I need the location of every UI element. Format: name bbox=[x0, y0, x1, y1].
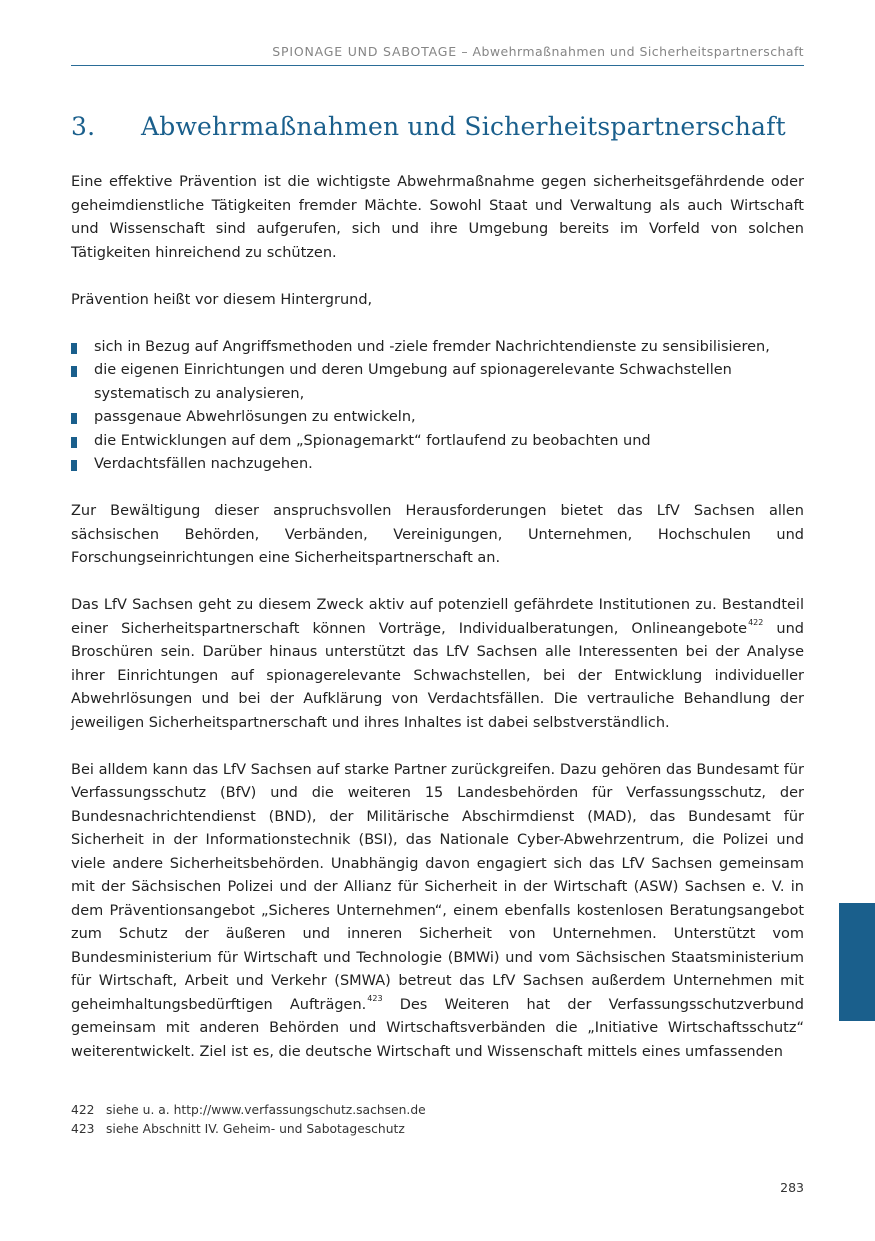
square-bullet-icon bbox=[71, 437, 77, 448]
list-item bbox=[71, 453, 804, 477]
square-bullet-icon bbox=[71, 343, 77, 354]
paragraph-partners bbox=[71, 759, 804, 1065]
list-item-text: die Entwicklungen auf dem „Spionagemarkt“ fortlaufend zu beobachten und bbox=[94, 432, 651, 449]
paragraph-intro: Eine effektive Prävention ist die wichtigste Abwehrmaßnahme gegen sicherheitsgefährdende oder geheimdienstliche Tätigkeiten fremder Mächte. Sowohl Staat und Verwaltung als auch Wirtschaft und Wissenschaft sind aufgerufen, sich und ihre Umgebung bereits im Vorfeld von solchen Tätigkeiten hinreichend zu schützen. bbox=[71, 174, 804, 261]
header-rule bbox=[71, 65, 804, 66]
list-intro: Prävention heißt vor diesem Hintergrund, bbox=[71, 291, 373, 308]
running-header bbox=[71, 44, 804, 59]
list-item-text: Verdachtsfällen nachzugehen. bbox=[94, 456, 313, 472]
footnote bbox=[71, 1120, 804, 1139]
paragraph-offerings-part1: Das LfV Sachsen geht zu diesem Zweck aktiv auf potenziell gefährdete Institutionen zu. Bestandteil einer Sicherheitspartnerschaft können Vorträge, Individualberatungen, Onlineangebote bbox=[71, 597, 804, 637]
footnote bbox=[71, 1101, 804, 1120]
paragraph-offerings-part2: und Broschüren sein. Darüber hinaus unterstützt das LfV Sachsen alle Interessenten bei der Analyse ihrer Einrichtungen auf spionagerelevante Schwachstellen, bei der Entwicklung individueller Abwehrlösungen und bei der Aufklärung von Verdachtsfällen. Die vertrauliche Behandlung der jeweiligen Sicherheitspartnerschaft und ihres Inhaltes ist dabei selbstverständlich. bbox=[71, 620, 804, 731]
square-bullet-icon bbox=[71, 366, 77, 377]
paragraph-partners-part1: Bei alldem kann das LfV Sachsen auf starke Partner zurückgreifen. Dazu gehören das Bundesamt für Verfassungsschutz (BfV) und die weiteren 15 Landesbehörden für Verfassungsschutz, der Bundesnachrichtendienst (BND), der Militärische Abschirmdienst (MAD), das Bundesamt für Sicherheit in der Informationstechnik (BSI), das Nationale Cyber-Abwehrzentrum, die Polizei und viele andere Sicherheitsbehörden. Unabhängig davon engagiert sich das LfV Sachsen gemeinsam mit der Sächsischen Polizei und der Allianz für Sicherheit in der Wirtschaft (ASW) Sachsen e. V. in dem Präventionsangebot „Sicheres Unternehmen“, einem ebenfalls kostenlosen Beratungsangebot zum Schutz der äußeren und inneren Sicherheit von Unternehmen. Unterstützt vom Bundesministerium für Wirtschaft und Technologie (BMWi) und vom Sächsischen Staatsministerium für Wirtschaft, Arbeit und Verkehr (SMWA) betreut das LfV Sachsen außerdem Unternehmen mit geheimhaltungsbedürftigen Aufträgen. bbox=[71, 761, 804, 1013]
footnote-text: siehe u. a. http://www.verfassungschutz.sachsen.de bbox=[106, 1103, 426, 1117]
list-item bbox=[71, 430, 804, 454]
footnote-ref-423: 423 bbox=[367, 993, 383, 1003]
list-item bbox=[71, 359, 804, 406]
paragraph-offerings bbox=[71, 594, 804, 735]
footnote-number: 423 bbox=[71, 1121, 95, 1136]
footnotes bbox=[71, 1101, 804, 1138]
running-header-separator: – bbox=[456, 44, 473, 59]
running-header-topic: Abwehrmaßnahmen und Sicherheitspartnerschaft bbox=[472, 44, 804, 59]
paragraph-partnership: Zur Bewältigung dieser anspruchsvollen Herausforderungen bietet das LfV Sachsen allen sächsischen Behörden, Verbänden, Vereinigungen, Unternehmen, Hochschulen und Forschungseinrichtungen eine Sicherheitspartnerschaft an. bbox=[71, 503, 804, 566]
chapter-thumb-tab bbox=[839, 903, 875, 1021]
list-item-text: passgenaue Abwehrlösungen zu entwickeln, bbox=[94, 409, 416, 425]
running-header-section: SPIONAGE UND SABOTAGE bbox=[272, 44, 457, 59]
chapter-title bbox=[71, 112, 786, 141]
list-item bbox=[71, 406, 804, 430]
body-text bbox=[71, 171, 804, 1088]
square-bullet-icon bbox=[71, 460, 77, 471]
chapter-title-text: Abwehrmaßnahmen und Sicherheitspartnerschaft bbox=[141, 112, 786, 141]
chapter-number: 3. bbox=[71, 112, 96, 141]
bullet-list bbox=[71, 336, 804, 477]
list-item bbox=[71, 336, 804, 360]
footnote-ref-422: 422 bbox=[748, 617, 764, 627]
list-item-text: sich in Bezug auf Angriffsmethoden und -ziele fremder Nachrichtendienste zu sensibilisieren, bbox=[94, 338, 770, 355]
square-bullet-icon bbox=[71, 413, 77, 424]
footnote-text: siehe Abschnitt IV. Geheim- und Sabotageschutz bbox=[106, 1121, 405, 1136]
page-number: 283 bbox=[780, 1180, 804, 1195]
paragraph-partners-part2: Des Weiteren hat der Verfassungsschutzverbund gemeinsam mit anderen Behörden und Wirtschaftsverbänden die „Initiative Wirtschaftsschutz“ weiterentwickelt. Ziel ist es, die deutsche Wirtschaft und Wissenschaft mittels eines umfassenden bbox=[71, 996, 805, 1060]
list-item-text: die eigenen Einrichtungen und deren Umgebung auf spionagerelevante Schwachstellen systematisch zu analysieren, bbox=[94, 362, 732, 402]
footnote-number: 422 bbox=[71, 1103, 95, 1117]
